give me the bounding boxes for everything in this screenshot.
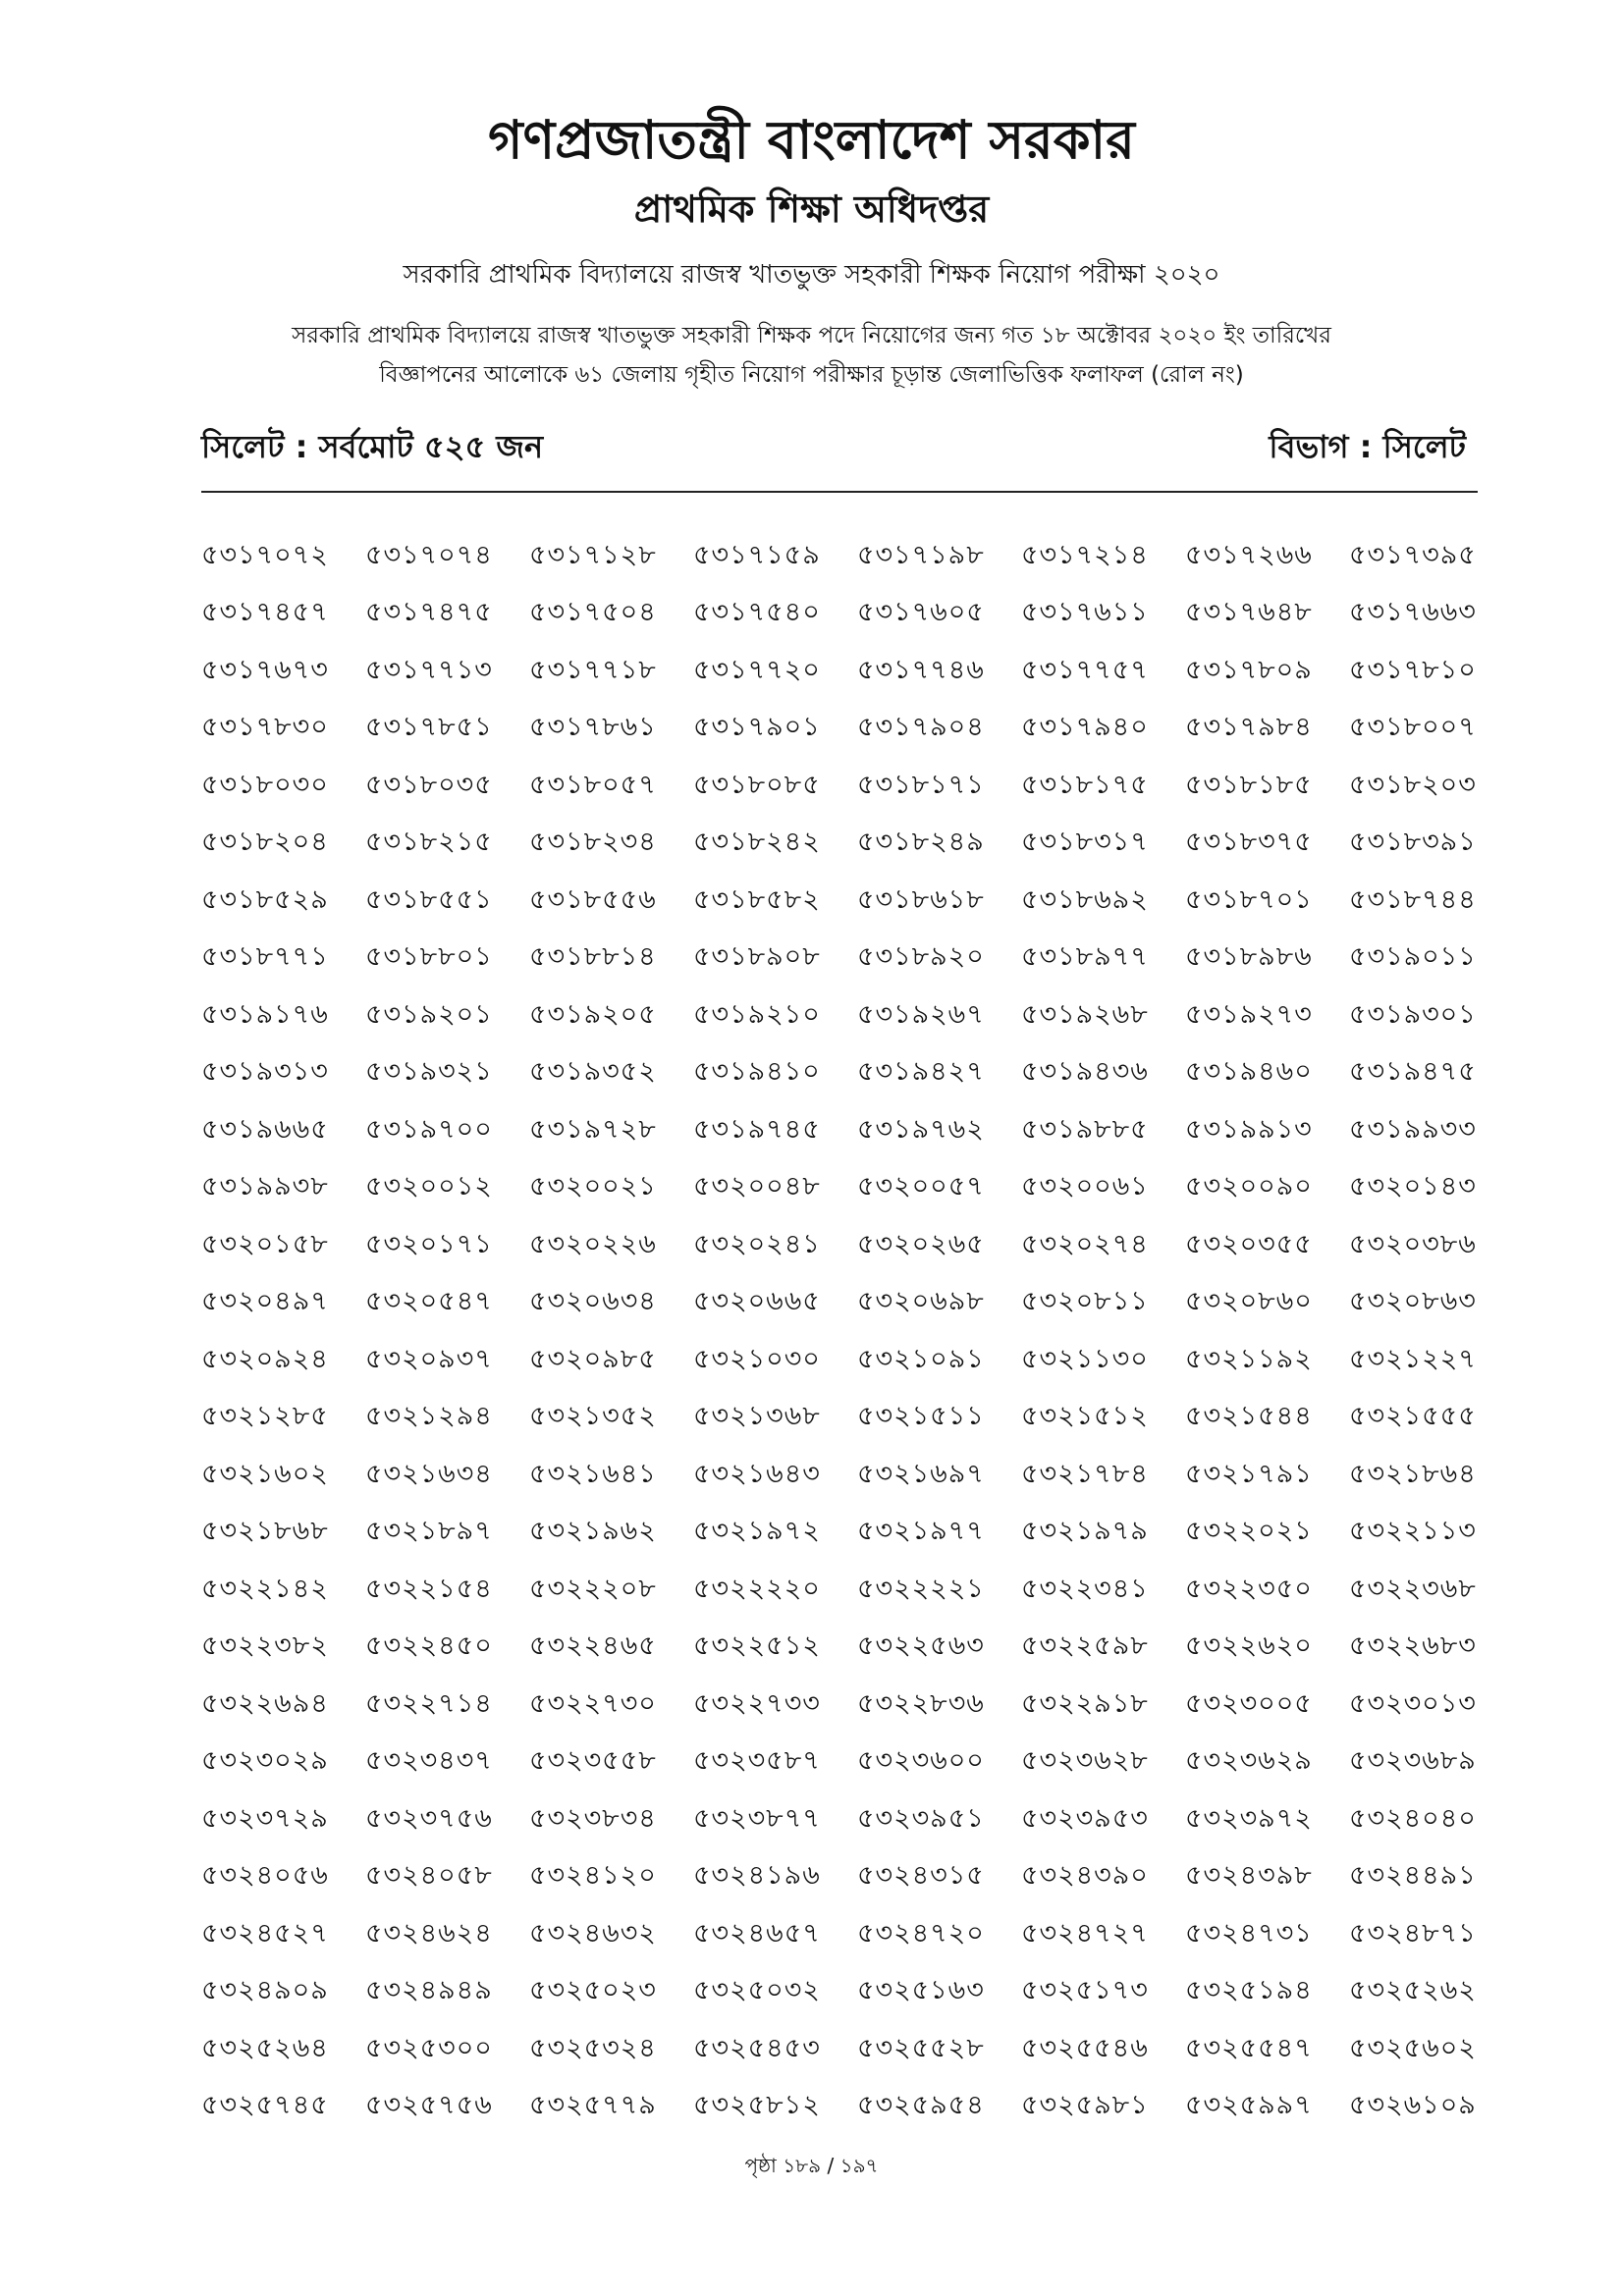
roll-number: ৫৩২০৫৪৭	[365, 1286, 493, 1317]
roll-number: ৫৩২৩৯৫৩	[1021, 1802, 1149, 1834]
roll-number: ৫৩২১২২৭	[1349, 1343, 1477, 1374]
roll-number: ৫৩১৭০৭৪	[365, 539, 493, 570]
roll-number: ৫৩২৫০৩২	[693, 1975, 821, 2006]
roll-number: ৫৩১৭৮৫১	[365, 712, 493, 743]
roll-number: ৫৩২১৬০২	[201, 1458, 329, 1489]
roll-number: ৫৩২০০৫৭	[857, 1171, 985, 1202]
roll-number: ৫৩১৮২০৪	[201, 827, 329, 858]
roll-number: ৫৩১৭৯০৪	[857, 712, 985, 743]
roll-number: ৫৩২১১৩০	[1021, 1343, 1149, 1374]
roll-number: ৫৩২৫১৯৪	[1185, 1975, 1313, 2006]
roll-number: ৫৩২০০৬১	[1021, 1171, 1149, 1202]
roll-row	[201, 528, 1497, 586]
roll-number: ৫৩১৯৩০১	[1349, 998, 1477, 1030]
roll-row	[201, 988, 1497, 1045]
roll-number: ৫৩২৩৬০০	[857, 1745, 985, 1777]
roll-number: ৫৩২৪৪৯১	[1349, 1860, 1477, 1892]
roll-number: ৫৩১৯৪৭৫	[1349, 1056, 1477, 1088]
roll-number: ৫৩২১০৯১	[857, 1343, 985, 1374]
roll-number: ৫৩১৯৭২৮	[529, 1113, 657, 1145]
roll-number: ৫৩২৪৩৯৮	[1185, 1860, 1313, 1892]
roll-number: ৫৩১৭৬১১	[1021, 597, 1149, 628]
roll-number: ৫৩২২৫১২	[693, 1630, 821, 1662]
roll-number: ৫৩২০৯২৪	[201, 1343, 329, 1374]
roll-number: ৫৩২৫০২৩	[529, 1975, 657, 2006]
roll-row	[201, 2021, 1497, 2079]
roll-number: ৫৩২৩০০৫	[1185, 1687, 1313, 1719]
roll-number: ৫৩২৩৮৭৭	[693, 1802, 821, 1834]
roll-number: ৫৩২২৬৯৪	[201, 1687, 329, 1719]
roll-row	[201, 1677, 1497, 1735]
roll-number: ৫৩২৪৬৩২	[529, 1917, 657, 1949]
roll-number: ৫৩২০০১২	[365, 1171, 493, 1202]
roll-number: ৫৩২২৪৬৫	[529, 1630, 657, 1662]
roll-number: ৫৩২৩৯৫১	[857, 1802, 985, 1834]
roll-number: ৫৩১৯৩৫২	[529, 1056, 657, 1088]
roll-number: ৫৩২৪৩১৫	[857, 1860, 985, 1892]
roll-row	[201, 1160, 1497, 1218]
roll-number: ৫৩২২৭৩৩	[693, 1687, 821, 1719]
roll-number: ৫৩১৮২৪৯	[857, 827, 985, 858]
roll-number: ৫৩২০৬৬৫	[693, 1286, 821, 1317]
roll-number: ৫৩১৭৭১৮	[529, 654, 657, 685]
roll-number: ৫৩১৭৬৪৮	[1185, 597, 1313, 628]
roll-number: ৫৩২১৫৪৪	[1185, 1401, 1313, 1432]
roll-number: ৫৩১৭৭২০	[693, 654, 821, 685]
roll-number: ৫৩২২৩৮২	[201, 1630, 329, 1662]
roll-row	[201, 1791, 1497, 1849]
roll-number: ৫৩২৪১৯৬	[693, 1860, 821, 1892]
roll-number: ৫৩২০৬৯৮	[857, 1286, 985, 1317]
roll-number: ৫৩১৯৭৬২	[857, 1113, 985, 1145]
roll-row	[201, 1906, 1497, 1964]
roll-number: ৫৩১৭৯৮৪	[1185, 712, 1313, 743]
roll-number: ৫৩২০২৪১	[693, 1228, 821, 1259]
roll-number: ৫৩২২৬৮৩	[1349, 1630, 1477, 1662]
roll-number: ৫৩২১৯৭২	[693, 1516, 821, 1547]
roll-number: ৫৩২৫৬০২	[1349, 2032, 1477, 2063]
roll-row	[201, 1849, 1497, 1907]
roll-number: ৫৩১৮৭৪৪	[1349, 883, 1477, 915]
roll-number: ৫৩১৯২৬৮	[1021, 998, 1149, 1030]
roll-number: ৫৩২০২২৬	[529, 1228, 657, 1259]
roll-number: ৫৩১৯৪১০	[693, 1056, 821, 1088]
roll-number: ৫৩১৭১২৮	[529, 539, 657, 570]
header-divider	[201, 491, 1478, 493]
roll-number: ৫৩১৭৩৯৫	[1349, 539, 1477, 570]
roll-row	[201, 1964, 1497, 2022]
roll-number: ৫৩১৭৬০৫	[857, 597, 985, 628]
roll-number: ৫৩১৯১৭৬	[201, 998, 329, 1030]
roll-row	[201, 1562, 1497, 1620]
division-label: বিভাগ : সিলেট	[1269, 428, 1466, 465]
roll-number: ৫৩২২৯১৮	[1021, 1687, 1149, 1719]
roll-row	[201, 1505, 1497, 1563]
roll-number: ৫৩২৫৫৪৭	[1185, 2032, 1313, 2063]
roll-number: ৫৩১৭৭৪৬	[857, 654, 985, 685]
roll-number: ৫৩২৫১৬৩	[857, 1975, 985, 2006]
roll-number: ৫৩১৮০৮৫	[693, 769, 821, 800]
roll-row	[201, 586, 1497, 644]
roll-number: ৫৩১৮৭০১	[1185, 883, 1313, 915]
roll-number: ৫৩২২২২০	[693, 1573, 821, 1604]
roll-number: ৫৩১৯৩১৩	[201, 1056, 329, 1088]
roll-number: ৫৩২১৯৬২	[529, 1516, 657, 1547]
roll-number: ৫৩২১৫৫৫	[1349, 1401, 1477, 1432]
roll-number: ৫৩১৯২০৫	[529, 998, 657, 1030]
roll-number: ৫৩১৭১৫৯	[693, 539, 821, 570]
roll-number: ৫৩১৮৮১৪	[529, 941, 657, 973]
roll-number: ৫৩২৩০১৩	[1349, 1687, 1477, 1719]
roll-number: ৫৩১৭১৯৮	[857, 539, 985, 570]
roll-number: ৫৩২০২৬৫	[857, 1228, 985, 1259]
roll-number: ৫৩২৫৯৯৭	[1185, 2090, 1313, 2121]
roll-number: ৫৩২২৩৬৮	[1349, 1573, 1477, 1604]
roll-number: ৫৩১৮৩৯১	[1349, 827, 1477, 858]
roll-number: ৫৩১৭৪৭৫	[365, 597, 493, 628]
roll-number: ৫৩১৭২১৪	[1021, 539, 1149, 570]
roll-number: ৫৩২৪০৫৬	[201, 1860, 329, 1892]
roll-row	[201, 1102, 1497, 1160]
roll-number: ৫৩১৮৫৫৬	[529, 883, 657, 915]
roll-number: ৫৩২১৬৯৭	[857, 1458, 985, 1489]
roll-number: ৫৩২১৫১১	[857, 1401, 985, 1432]
directorate-title: প্রাথমিক শিক্ষা অধিদপ্তর	[633, 187, 990, 231]
roll-number: ৫৩২০৮৬৩	[1349, 1286, 1477, 1317]
roll-number: ৫৩১৯২০১	[365, 998, 493, 1030]
roll-row	[201, 1045, 1497, 1103]
roll-number: ৫৩১৮২০৩	[1349, 769, 1477, 800]
roll-number: ৫৩১৭৮৩০	[201, 712, 329, 743]
roll-number: ৫৩২৫৯৫৪	[857, 2090, 985, 2121]
roll-number: ৫৩১৯৯১৩	[1185, 1113, 1313, 1145]
roll-number: ৫৩১৮৩১৭	[1021, 827, 1149, 858]
roll-number: ৫৩২৪৭২০	[857, 1917, 985, 1949]
roll-number: ৫৩২৫৭৫৬	[365, 2090, 493, 2121]
roll-row	[201, 1332, 1497, 1390]
roll-number: ৫৩২২৭১৪	[365, 1687, 493, 1719]
roll-row	[201, 816, 1497, 874]
roll-number: ৫৩২৩৮৩৪	[529, 1802, 657, 1834]
roll-number: ৫৩১৮২৪২	[693, 827, 821, 858]
roll-number: ৫৩২৫৫৪৬	[1021, 2032, 1149, 2063]
roll-number: ৫৩২২০২১	[1185, 1516, 1313, 1547]
roll-number: ৫৩২১৫১২	[1021, 1401, 1149, 1432]
roll-number: ৫৩২১৮৯৭	[365, 1516, 493, 1547]
roll-number: ৫৩১৮৯০৮	[693, 941, 821, 973]
roll-number: ৫৩২২১৪২	[201, 1573, 329, 1604]
roll-row	[201, 1447, 1497, 1505]
roll-number: ৫৩১৭৮১০	[1349, 654, 1477, 685]
roll-number: ৫৩২১৮৬৪	[1349, 1458, 1477, 1489]
roll-number: ৫৩২০৯৮৫	[529, 1343, 657, 1374]
roll-number: ৫৩২১৯৭৭	[857, 1516, 985, 1547]
roll-number: ৫৩১৯৪৬০	[1185, 1056, 1313, 1088]
roll-number: ৫৩১৯২৬৭	[857, 998, 985, 1030]
roll-number: ৫৩১৯৪৩৬	[1021, 1056, 1149, 1088]
roll-number: ৫৩১৭৫৪০	[693, 597, 821, 628]
roll-number: ৫৩২৪৯৪৯	[365, 1975, 493, 2006]
roll-number: ৫৩১৭৮৬১	[529, 712, 657, 743]
roll-number: ৫৩১৮১৮৫	[1185, 769, 1313, 800]
roll-number: ৫৩২১৬৪১	[529, 1458, 657, 1489]
exam-name: সরকারি প্রাথমিক বিদ্যালয়ে রাজস্ব খাতভুক্ত সহকারী শিক্ষক নিয়োগ পরীক্ষা ২০২০	[403, 260, 1220, 290]
roll-number: ৫৩২০১৫৮	[201, 1228, 329, 1259]
roll-number: ৫৩১৯৪২৭	[857, 1056, 985, 1088]
roll-number: ৫৩২০৬৩৪	[529, 1286, 657, 1317]
roll-number: ৫৩১৮৬১৮	[857, 883, 985, 915]
roll-number: ৫৩১৮৫২৯	[201, 883, 329, 915]
roll-number: ৫৩২১৭৮৪	[1021, 1458, 1149, 1489]
roll-number: ৫৩১৯৩২১	[365, 1056, 493, 1088]
roll-number: ৫৩২০৩৮৬	[1349, 1228, 1477, 1259]
roll-number: ৫৩২০০২১	[529, 1171, 657, 1202]
roll-number: ৫৩২৩৭৫৬	[365, 1802, 493, 1834]
roll-row	[201, 1275, 1497, 1333]
roll-number: ৫৩২২৫৬৩	[857, 1630, 985, 1662]
roll-number: ৫৩২৪৫২৭	[201, 1917, 329, 1949]
roll-number: ৫৩২৫১৭৩	[1021, 1975, 1149, 2006]
roll-number: ৫৩২০০৯০	[1185, 1171, 1313, 1202]
roll-number: ৫৩১৭৫০৪	[529, 597, 657, 628]
roll-number: ৫৩১৭৬৭৩	[201, 654, 329, 685]
roll-number: ৫৩২৩৬২৮	[1021, 1745, 1149, 1777]
roll-number: ৫৩২৫৪৫৩	[693, 2032, 821, 2063]
roll-number: ৫৩২৩৭২৯	[201, 1802, 329, 1834]
roll-number: ৫৩১৯২৭৩	[1185, 998, 1313, 1030]
roll-number: ৫৩২৪১২০	[529, 1860, 657, 1892]
roll-number: ৫৩২২৭৩০	[529, 1687, 657, 1719]
roll-number: ৫৩১৭৪৫৭	[201, 597, 329, 628]
roll-number: ৫৩১৯৭০০	[365, 1113, 493, 1145]
roll-number: ৫৩২০৩৫৫	[1185, 1228, 1313, 1259]
roll-number: ৫৩২১১৯২	[1185, 1343, 1313, 1374]
roll-number: ৫৩২০১৭১	[365, 1228, 493, 1259]
roll-number: ৫৩২৪৬২৪	[365, 1917, 493, 1949]
roll-number-grid	[201, 528, 1497, 2136]
roll-number: ৫৩২৩৫৫৮	[529, 1745, 657, 1777]
roll-number: ৫৩২৪৯০৯	[201, 1975, 329, 2006]
roll-number: ৫৩১৭৮০৯	[1185, 654, 1313, 685]
roll-number: ৫৩২৫৭৭৯	[529, 2090, 657, 2121]
roll-number: ৫৩২৫৭৪৫	[201, 2090, 329, 2121]
description-line-2: বিজ্ঞাপনের আলোকে ৬১ জেলায় গৃহীত নিয়োগ পরীক্ষার চূড়ান্ত জেলাভিত্তিক ফলাফল (রোল নং)	[379, 362, 1244, 388]
roll-number: ৫৩২২২২১	[857, 1573, 985, 1604]
roll-number: ৫৩১৭০৭২	[201, 539, 329, 570]
page-number: পৃষ্ঠা ১৮৯ / ১৯৭	[744, 2154, 879, 2177]
roll-number: ৫৩১৮৫৫১	[365, 883, 493, 915]
roll-number: ৫৩১৮৩৭৫	[1185, 827, 1313, 858]
roll-number: ৫৩২১৩৬৮	[693, 1401, 821, 1432]
roll-number: ৫৩২৫৮১২	[693, 2090, 821, 2121]
roll-number: ৫৩২১২৯৪	[365, 1401, 493, 1432]
description-line-1: সরকারি প্রাথমিক বিদ্যালয়ে রাজস্ব খাতভুক্ত সহকারী শিক্ষক পদে নিয়োগের জন্য গত ১৮ অক্টোবর ২০২০ ইং তারিখের	[292, 323, 1331, 348]
roll-number: ৫৩১৮১৭৫	[1021, 769, 1149, 800]
roll-number: ৫৩২৪৭৩১	[1185, 1917, 1313, 1949]
roll-number: ৫৩১৮০৩৫	[365, 769, 493, 800]
roll-row	[201, 701, 1497, 759]
roll-number: ৫৩২২৩৪১	[1021, 1573, 1149, 1604]
roll-number: ৫৩২৫২৬২	[1349, 1975, 1477, 2006]
roll-number: ৫৩১৯৯৩৩	[1349, 1113, 1477, 1145]
roll-number: ৫৩২০৮১১	[1021, 1286, 1149, 1317]
roll-row	[201, 931, 1497, 988]
roll-number: ৫৩১৭৯০১	[693, 712, 821, 743]
roll-number: ৫৩১৮৫৮২	[693, 883, 821, 915]
roll-number: ৫৩১৮৮০১	[365, 941, 493, 973]
roll-number: ৫৩২০১৪৩	[1349, 1171, 1477, 1202]
roll-number: ৫৩২৫৫২৮	[857, 2032, 985, 2063]
roll-row	[201, 1620, 1497, 1678]
roll-number: ৫৩২৫২৬৪	[201, 2032, 329, 2063]
roll-number: ৫৩১৮৯৮৬	[1185, 941, 1313, 973]
roll-number: ৫৩২৪০৫৮	[365, 1860, 493, 1892]
roll-number: ৫৩১৯৯৩৮	[201, 1171, 329, 1202]
roll-number: ৫৩২০৯৩৭	[365, 1343, 493, 1374]
roll-number: ৫৩২১৬৪৩	[693, 1458, 821, 1489]
roll-number: ৫৩২৪৮৭১	[1349, 1917, 1477, 1949]
roll-number: ৫৩২১২৮৫	[201, 1401, 329, 1432]
roll-number: ৫৩২০৮৬০	[1185, 1286, 1313, 1317]
roll-number: ৫৩২২১১৩	[1349, 1516, 1477, 1547]
roll-number: ৫৩২০৪৯৭	[201, 1286, 329, 1317]
roll-number: ৫৩২২৮৩৬	[857, 1687, 985, 1719]
roll-number: ৫৩২০২৭৪	[1021, 1228, 1149, 1259]
roll-number: ৫৩২৩৬২৯	[1185, 1745, 1313, 1777]
roll-number: ৫৩২২৪৫০	[365, 1630, 493, 1662]
roll-number: ৫৩২১৭৯১	[1185, 1458, 1313, 1489]
roll-number: ৫৩২৩৬৮৯	[1349, 1745, 1477, 1777]
roll-number: ৫৩১৮৯৭৭	[1021, 941, 1149, 973]
roll-number: ৫৩২৬১০৯	[1349, 2090, 1477, 2121]
roll-number: ৫৩১৭৯৪০	[1021, 712, 1149, 743]
roll-row	[201, 2079, 1497, 2137]
roll-number: ৫৩১৯০১১	[1349, 941, 1477, 973]
roll-number: ৫৩১৮১৭১	[857, 769, 985, 800]
roll-number: ৫৩২৪৩৯০	[1021, 1860, 1149, 1892]
roll-number: ৫৩২২৩৫০	[1185, 1573, 1313, 1604]
roll-number: ৫৩২১০৩০	[693, 1343, 821, 1374]
roll-number: ৫৩১৯৭৪৫	[693, 1113, 821, 1145]
roll-number: ৫৩১৯৬৬৫	[201, 1113, 329, 1145]
roll-row	[201, 873, 1497, 931]
roll-number: ৫৩১৮০৩০	[201, 769, 329, 800]
roll-number: ৫৩২৪৬৫৭	[693, 1917, 821, 1949]
roll-row	[201, 758, 1497, 816]
roll-number: ৫৩২৫৩০০	[365, 2032, 493, 2063]
roll-row	[201, 1735, 1497, 1792]
roll-number: ৫৩১৮২১৫	[365, 827, 493, 858]
roll-number: ৫৩২৩৯৭২	[1185, 1802, 1313, 1834]
roll-number: ৫৩২১৩৫২	[529, 1401, 657, 1432]
roll-number: ৫৩২২১৫৪	[365, 1573, 493, 1604]
roll-number: ৫৩২৩৫৮৭	[693, 1745, 821, 1777]
roll-number: ৫৩১৭৬৬৩	[1349, 597, 1477, 628]
roll-number: ৫৩২২২০৮	[529, 1573, 657, 1604]
roll-number: ৫৩১৮৯২০	[857, 941, 985, 973]
roll-number: ৫৩১৮২৩৪	[529, 827, 657, 858]
roll-number: ৫৩২৫৯৮১	[1021, 2090, 1149, 2121]
roll-number: ৫৩১৮৬৯২	[1021, 883, 1149, 915]
roll-number: ৫৩১৯৮৮৫	[1021, 1113, 1149, 1145]
roll-number: ৫৩১৭২৬৬	[1185, 539, 1313, 570]
roll-number: ৫৩২৪০৪০	[1349, 1802, 1477, 1834]
district-total: সিলেট : সর্বমোট ৫২৫ জন	[201, 428, 544, 465]
roll-number: ৫৩২৩৪৩৭	[365, 1745, 493, 1777]
roll-number: ৫৩১৮৭৭১	[201, 941, 329, 973]
roll-number: ৫৩২১৯৭৯	[1021, 1516, 1149, 1547]
roll-number: ৫৩২১৮৬৮	[201, 1516, 329, 1547]
roll-number: ৫৩১৮০৫৭	[529, 769, 657, 800]
roll-number: ৫৩২০০৪৮	[693, 1171, 821, 1202]
roll-number: ৫৩২১৬৩৪	[365, 1458, 493, 1489]
roll-number: ৫৩২৫৩২৪	[529, 2032, 657, 2063]
roll-number: ৫৩২৪৭২৭	[1021, 1917, 1149, 1949]
roll-row	[201, 1390, 1497, 1448]
roll-row	[201, 1217, 1497, 1275]
roll-number: ৫৩১৭৭৫৭	[1021, 654, 1149, 685]
roll-number: ৫৩১৮০০৭	[1349, 712, 1477, 743]
roll-number: ৫৩২২৫৯৮	[1021, 1630, 1149, 1662]
roll-number: ৫৩১৭৭১৩	[365, 654, 493, 685]
roll-number: ৫৩২২৬২০	[1185, 1630, 1313, 1662]
government-title: গণপ্রজাতন্ত্রী বাংলাদেশ সরকার	[488, 109, 1135, 171]
roll-row	[201, 643, 1497, 701]
roll-number: ৫৩২৩০২৯	[201, 1745, 329, 1777]
roll-number: ৫৩১৯২১০	[693, 998, 821, 1030]
